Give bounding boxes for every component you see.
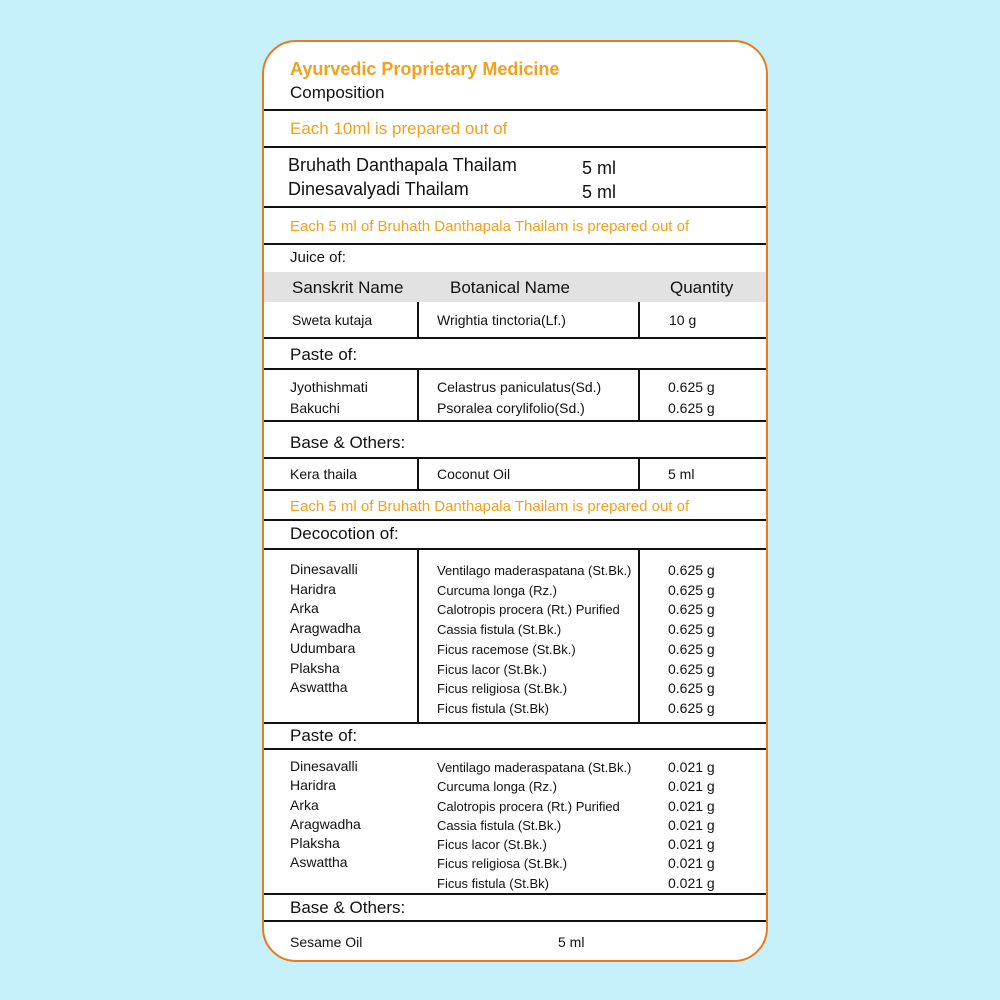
list-item: Ficus lacor (St.Bk.) <box>437 661 547 677</box>
list-item: Aswattha <box>290 679 348 696</box>
decoction-label: Decocotion of: <box>290 524 399 543</box>
column-divider <box>417 457 419 489</box>
juice-sanskrit: Sweta kutaja <box>292 312 373 328</box>
main-ingredient-qty: 5 ml <box>582 158 617 178</box>
list-item: Aswattha <box>290 854 348 871</box>
divider <box>264 519 766 521</box>
list-item: Dinesavalli <box>290 561 358 577</box>
label-subtitle: Composition <box>290 83 385 102</box>
list-item: Plaksha <box>290 835 340 852</box>
main-ingredient-name: Dinesavalyadi Thailam <box>288 179 469 199</box>
label-title: Ayurvedic Proprietary Medicine <box>290 59 560 79</box>
list-item: Arka <box>290 600 319 617</box>
list-item: Calotropis procera (Rt.) Purified <box>437 798 620 814</box>
column-divider <box>638 368 640 420</box>
list-item: Dinesavalli <box>290 758 358 774</box>
list-item: Ficus religiosa (St.Bk.) <box>437 856 568 872</box>
decoction-sanskrit-list <box>290 560 361 698</box>
juice-botanical: Wrightia tinctoria(Lf.) <box>437 312 566 328</box>
list-item: 0.021 g <box>668 855 715 872</box>
base-ingredient-qty: 5 ml <box>558 934 585 950</box>
divider <box>264 489 766 491</box>
paste2-botanical-list <box>437 758 631 893</box>
column-divider <box>417 302 419 337</box>
base-ingredient-name: Sesame Oil <box>290 934 363 950</box>
column-header-quantity: Quantity <box>670 278 734 297</box>
base-label: Base & Others: <box>290 898 406 917</box>
paste2-qty-list <box>668 758 715 893</box>
section-heading: Each 5 ml of Bruhath Danthapala Thailam is prepared out of <box>290 218 690 235</box>
divider <box>264 337 766 339</box>
list-item: 0.625 g <box>668 660 715 677</box>
list-item: Bakuchi <box>290 400 340 416</box>
juice-qty: 10 g <box>669 312 697 328</box>
list-item: Aragwadha <box>290 620 361 637</box>
paste-qty-list <box>668 377 715 419</box>
column-header-botanical: Botanical Name <box>450 278 571 297</box>
list-item: Ficus religiosa (St.Bk.) <box>437 681 568 697</box>
list-item: Curcuma longa (Rz.) <box>437 582 557 598</box>
list-item: Arka <box>290 796 319 813</box>
list-item: 0.021 g <box>668 759 715 775</box>
list-item: Ficus fistula (St.Bk) <box>437 700 549 716</box>
base-label: Base & Others: <box>290 433 406 452</box>
divider <box>264 457 766 459</box>
base-sanskrit: Kera thaila <box>290 466 357 482</box>
list-item: 0.625 g <box>668 379 715 395</box>
divider <box>264 920 766 922</box>
divider <box>264 146 766 148</box>
divider <box>264 206 766 208</box>
list-item: 0.625 g <box>668 640 715 657</box>
section-heading: Each 5 ml of Bruhath Danthapala Thailam is prepared out of <box>290 498 690 515</box>
paste-label: Paste of: <box>290 726 358 745</box>
list-item: Cassia fistula (St.Bk.) <box>437 622 562 638</box>
list-item: 0.021 g <box>668 836 715 853</box>
column-divider <box>417 368 419 420</box>
list-item: Calotropis procera (Rt.) Purified <box>437 602 620 618</box>
list-item: Celastrus paniculatus(Sd.) <box>437 379 602 395</box>
main-ingredient-qty: 5 ml <box>582 182 617 202</box>
composition-label <box>262 40 768 962</box>
divider <box>264 722 766 724</box>
divider <box>264 243 766 245</box>
list-item: 0.625 g <box>668 400 715 416</box>
list-item: Psoralea corylifolio(Sd.) <box>437 400 585 416</box>
list-item: Cassia fistula (St.Bk.) <box>437 817 562 833</box>
list-item: Curcuma longa (Rz.) <box>437 779 557 795</box>
list-item: 0.625 g <box>668 621 715 638</box>
juice-label: Juice of: <box>290 249 346 266</box>
decoction-qty-list <box>668 561 715 719</box>
list-item: Haridra <box>290 777 336 794</box>
divider <box>264 893 766 895</box>
paste-sanskrit-list <box>290 377 368 419</box>
list-item: Ficus fistula (St.Bk) <box>437 875 549 891</box>
column-divider <box>638 548 640 722</box>
paste-label: Paste of: <box>290 345 358 364</box>
list-item: Udumbara <box>290 639 356 656</box>
base-botanical: Coconut Oil <box>437 466 511 482</box>
list-item: 0.021 g <box>668 797 715 814</box>
column-header-sanskrit: Sanskrit Name <box>292 278 404 297</box>
list-item: 0.021 g <box>668 816 715 833</box>
list-item: Haridra <box>290 580 336 597</box>
list-item: Ficus lacor (St.Bk.) <box>437 837 547 853</box>
list-item: Jyothishmati <box>290 379 368 395</box>
list-item: Ventilago maderaspatana (St.Bk.) <box>437 563 632 578</box>
divider <box>264 420 766 422</box>
list-item: Ficus racemose (St.Bk.) <box>437 641 576 657</box>
column-divider <box>638 457 640 489</box>
divider <box>264 748 766 750</box>
decoction-botanical-list <box>437 561 631 719</box>
list-item: 0.021 g <box>668 874 715 891</box>
list-item: 0.625 g <box>668 601 715 618</box>
divider <box>264 109 766 111</box>
list-item: 0.625 g <box>668 680 715 697</box>
list-item: 0.625 g <box>668 581 715 598</box>
list-item: 0.021 g <box>668 778 715 795</box>
list-item: Plaksha <box>290 659 340 676</box>
list-item: Aragwadha <box>290 815 361 832</box>
paste2-sanskrit-list <box>290 757 361 873</box>
base-qty: 5 ml <box>668 466 695 482</box>
main-ingredient-name: Bruhath Danthapala Thailam <box>288 155 517 175</box>
column-divider <box>417 548 419 722</box>
divider <box>264 368 766 370</box>
list-item: 0.625 g <box>668 699 715 716</box>
list-item: 0.625 g <box>668 562 715 578</box>
column-divider <box>638 302 640 337</box>
list-item: Ventilago maderaspatana (St.Bk.) <box>437 760 632 775</box>
divider <box>264 548 766 550</box>
each-10ml-heading: Each 10ml is prepared out of <box>290 119 508 138</box>
paste-botanical-list <box>437 377 601 419</box>
